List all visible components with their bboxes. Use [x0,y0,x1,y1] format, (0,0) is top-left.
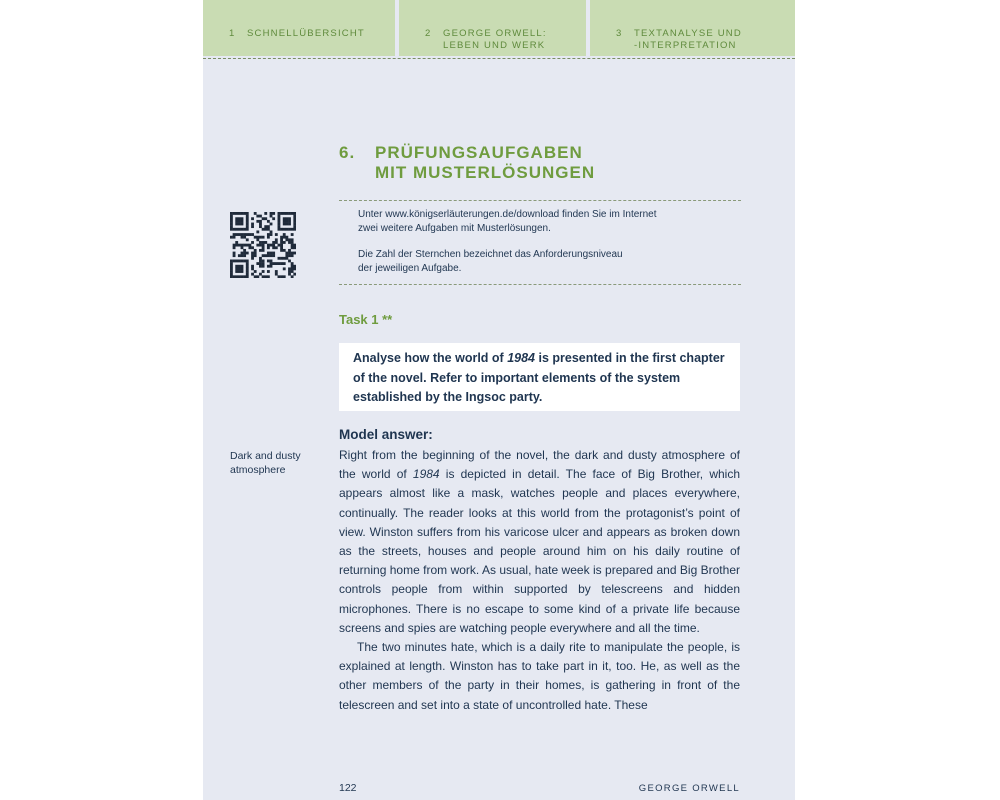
header-divider [203,58,795,59]
paragraph-part: Right from the beginning of the novel, the dark and dusty atmosphere of the world of [339,448,740,482]
chapter-divider [339,200,741,201]
task-box [339,343,740,411]
tab-number: 2 [425,28,432,39]
task-text-italic: 1984 [507,351,535,365]
info-divider [339,284,741,285]
info-line: Die Zahl der Sternchen bezeichnet das Anforderungsniveau [358,249,623,260]
task-title: Task 1 ** [339,312,393,327]
tab-label-line: TEXTANALYSE UND [634,28,742,39]
paragraph-part: is depicted in detail. The face of Big Brother, which appears almost like a mask, watches people and places everywhere, continually. The reader looks at this world from the protagonist’s point of view. Winston suffers from his varicose ulcer and appears as broken down as the streets, houses and people around him on his daily routine of returning home from work. As usual, hate week is prepared and Big Brother controls people from within supported by telescreens and hidden microphones. There is no escape to some kind of a private life because screens and spies are watching people everywhere and all the time. [339,467,740,635]
page-number: 122 [339,782,357,794]
page [203,0,795,800]
info-line: der jeweiligen Aufgabe. [358,263,462,274]
difficulty-info [358,248,738,276]
info-line: zwei weitere Aufgaben mit Musterlösungen. [358,223,551,234]
tab-number: 3 [616,28,623,39]
tab-number: 1 [229,28,236,39]
tab-label [443,28,547,52]
paragraph [339,446,740,638]
chapter-title-line: PRÜFUNGSAUFGABEN [375,143,583,162]
task-text-part: is presented in the first chapter of the novel. Refer to important elements of the system established by the Ingsoc party. [353,351,725,404]
chapter-title-line: MIT MUSTERLÖSUNGEN [375,163,596,182]
tab-label-line: LEBEN UND WERK [443,40,546,51]
qr-code-icon[interactable] [230,212,296,278]
chapter-number: 6. [339,143,356,162]
paragraph: The two minutes hate, which is a daily rite to manipulate the people, is explained at length. Winston has to take part in it, too. He, as well as the other members of the party in their homes, is gathering in front of the telescreen and set into a state of uncontrolled hate. These [339,640,740,712]
chapter-tabs [203,0,795,58]
model-answer-body [339,446,740,715]
tab-label-line: GEORGE ORWELL: [443,28,547,39]
model-answer-title: Model answer: [339,427,433,442]
margin-note: Dark and dusty atmosphere [230,450,301,476]
task-text-part: Analyse how the world of [353,351,508,365]
chapter-title [375,143,675,183]
tab-label-line: -INTERPRETATION [634,40,737,51]
tab-george-orwell[interactable] [399,0,586,56]
download-info [358,208,738,236]
info-line: Unter www.königserläuterungen.de/download finden Sie im Internet [358,209,657,220]
paragraph-italic: 1984 [412,467,440,482]
tab-label: SCHNELLÜBERSICHT [247,28,365,39]
task-text [353,349,733,408]
tab-schnelluebersicht[interactable] [203,0,395,56]
running-title: GEORGE ORWELL [638,783,740,794]
tab-textanalyse[interactable] [590,0,795,56]
tab-label [634,28,742,52]
